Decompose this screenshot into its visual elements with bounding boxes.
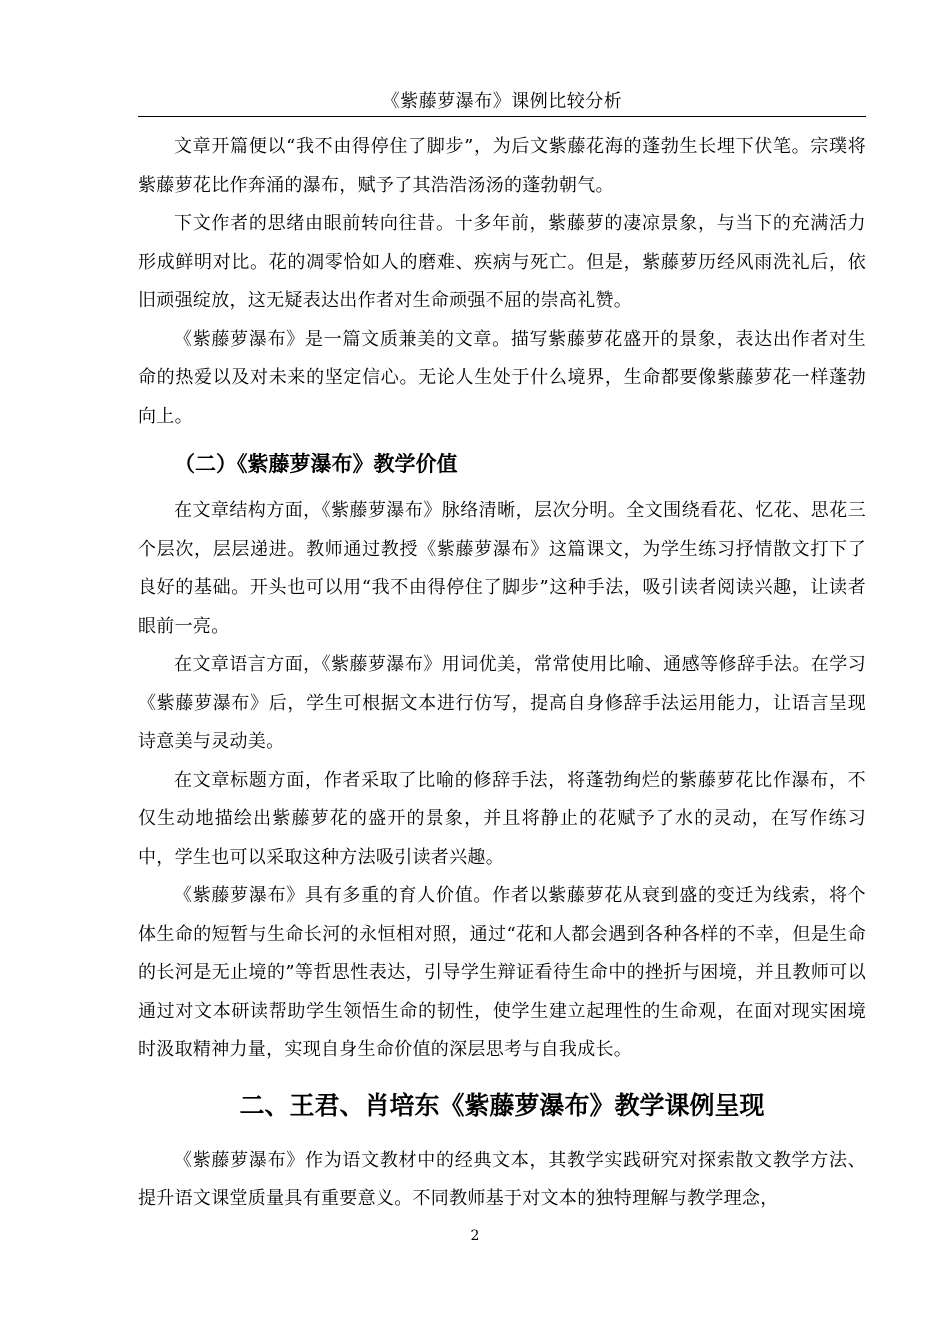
- document-body: [138, 128, 866, 1219]
- body-paragraph: 在文章结构方面，《紫藤萝瀑布》脉络清晰，层次分明。全文围绕看花、忆花、思花三个层次，层层递进。教师通过教授《紫藤萝瀑布》这篇课文，为学生练习抒情散文打下了良好的基础。开头也可以用“我不由得停住了脚步”这种手法，吸引读者阅读兴趣，让读者眼前一亮。: [138, 500, 866, 637]
- section-heading: 二、王君、肖培东《紫藤萝瀑布》教学课例呈现: [239, 1090, 765, 1120]
- body-paragraph: 在文章语言方面，《紫藤萝瀑布》用词优美，常常使用比喻、通感等修辞手法。在学习《紫藤萝瀑布》后，学生可根据文本进行仿写，提高自身修辞手法运用能力，让语言呈现诗意美与灵动美。: [138, 654, 866, 752]
- subsection-heading: （二）《紫藤萝瀑布》教学价值: [174, 452, 458, 476]
- body-paragraph: 在文章标题方面，作者采取了比喻的修辞手法，将蓬勃绚烂的紫藤萝花比作瀑布，不仅生动地描绘出紫藤萝花的盛开的景象，并且将静止的花赋予了水的灵动，在写作练习中，学生也可以采取这种方法吸引读者兴趣。: [138, 769, 866, 868]
- body-paragraph: 《紫藤萝瀑布》作为语文教材中的经典文本，其教学实践研究对探索散文教学方法、提升语文课堂质量具有重要意义。不同教师基于对文本的独特理解与教学理念，: [138, 1149, 866, 1209]
- body-paragraph: 《紫藤萝瀑布》具有多重的育人价值。作者以紫藤萝花从衰到盛的变迁为线索，将个体生命的短暂与生命长河的永恒相对照，通过“花和人都会遇到各种各样的不幸，但是生命的长河是无止境的”等哲思性表达，引导学生辩证看待生命中的挫折与困境，并且教师可以通过对文本研读帮助学生领悟生命的韧性，使学生建立起理性的生命观，在面对现实困境时汲取精神力量，实现自身生命价值的深层思考与自我成长。: [138, 885, 866, 1060]
- running-header: 《紫藤萝瀑布》课例比较分析: [138, 88, 866, 117]
- body-paragraph: 下文作者的思绪由眼前转向往昔。十多年前，紫藤萝的凄凉景象，与当下的充满活力形成鲜明对比。花的凋零恰如人的磨难、疾病与死亡。但是，紫藤萝历经风雨洗礼后，依旧顽强绽放，这无疑表达出作者对生命顽强不屈的崇高礼赞。: [138, 213, 866, 311]
- page-number: 2: [470, 1228, 480, 1244]
- body-paragraph: 《紫藤萝瀑布》是一篇文质兼美的文章。描写紫藤萝花盛开的景象，表达出作者对生命的热爱以及对未来的坚定信心。无论人生处于什么境界，生命都要像紫藤萝花一样蓬勃向上。: [138, 328, 866, 427]
- body-paragraph: 文章开篇便以“我不由得停住了脚步”，为后文紫藤花海的蓬勃生长埋下伏笔。宗璞将紫藤萝花比作奔涌的瀑布，赋予了其浩浩汤汤的蓬勃朝气。: [138, 136, 866, 196]
